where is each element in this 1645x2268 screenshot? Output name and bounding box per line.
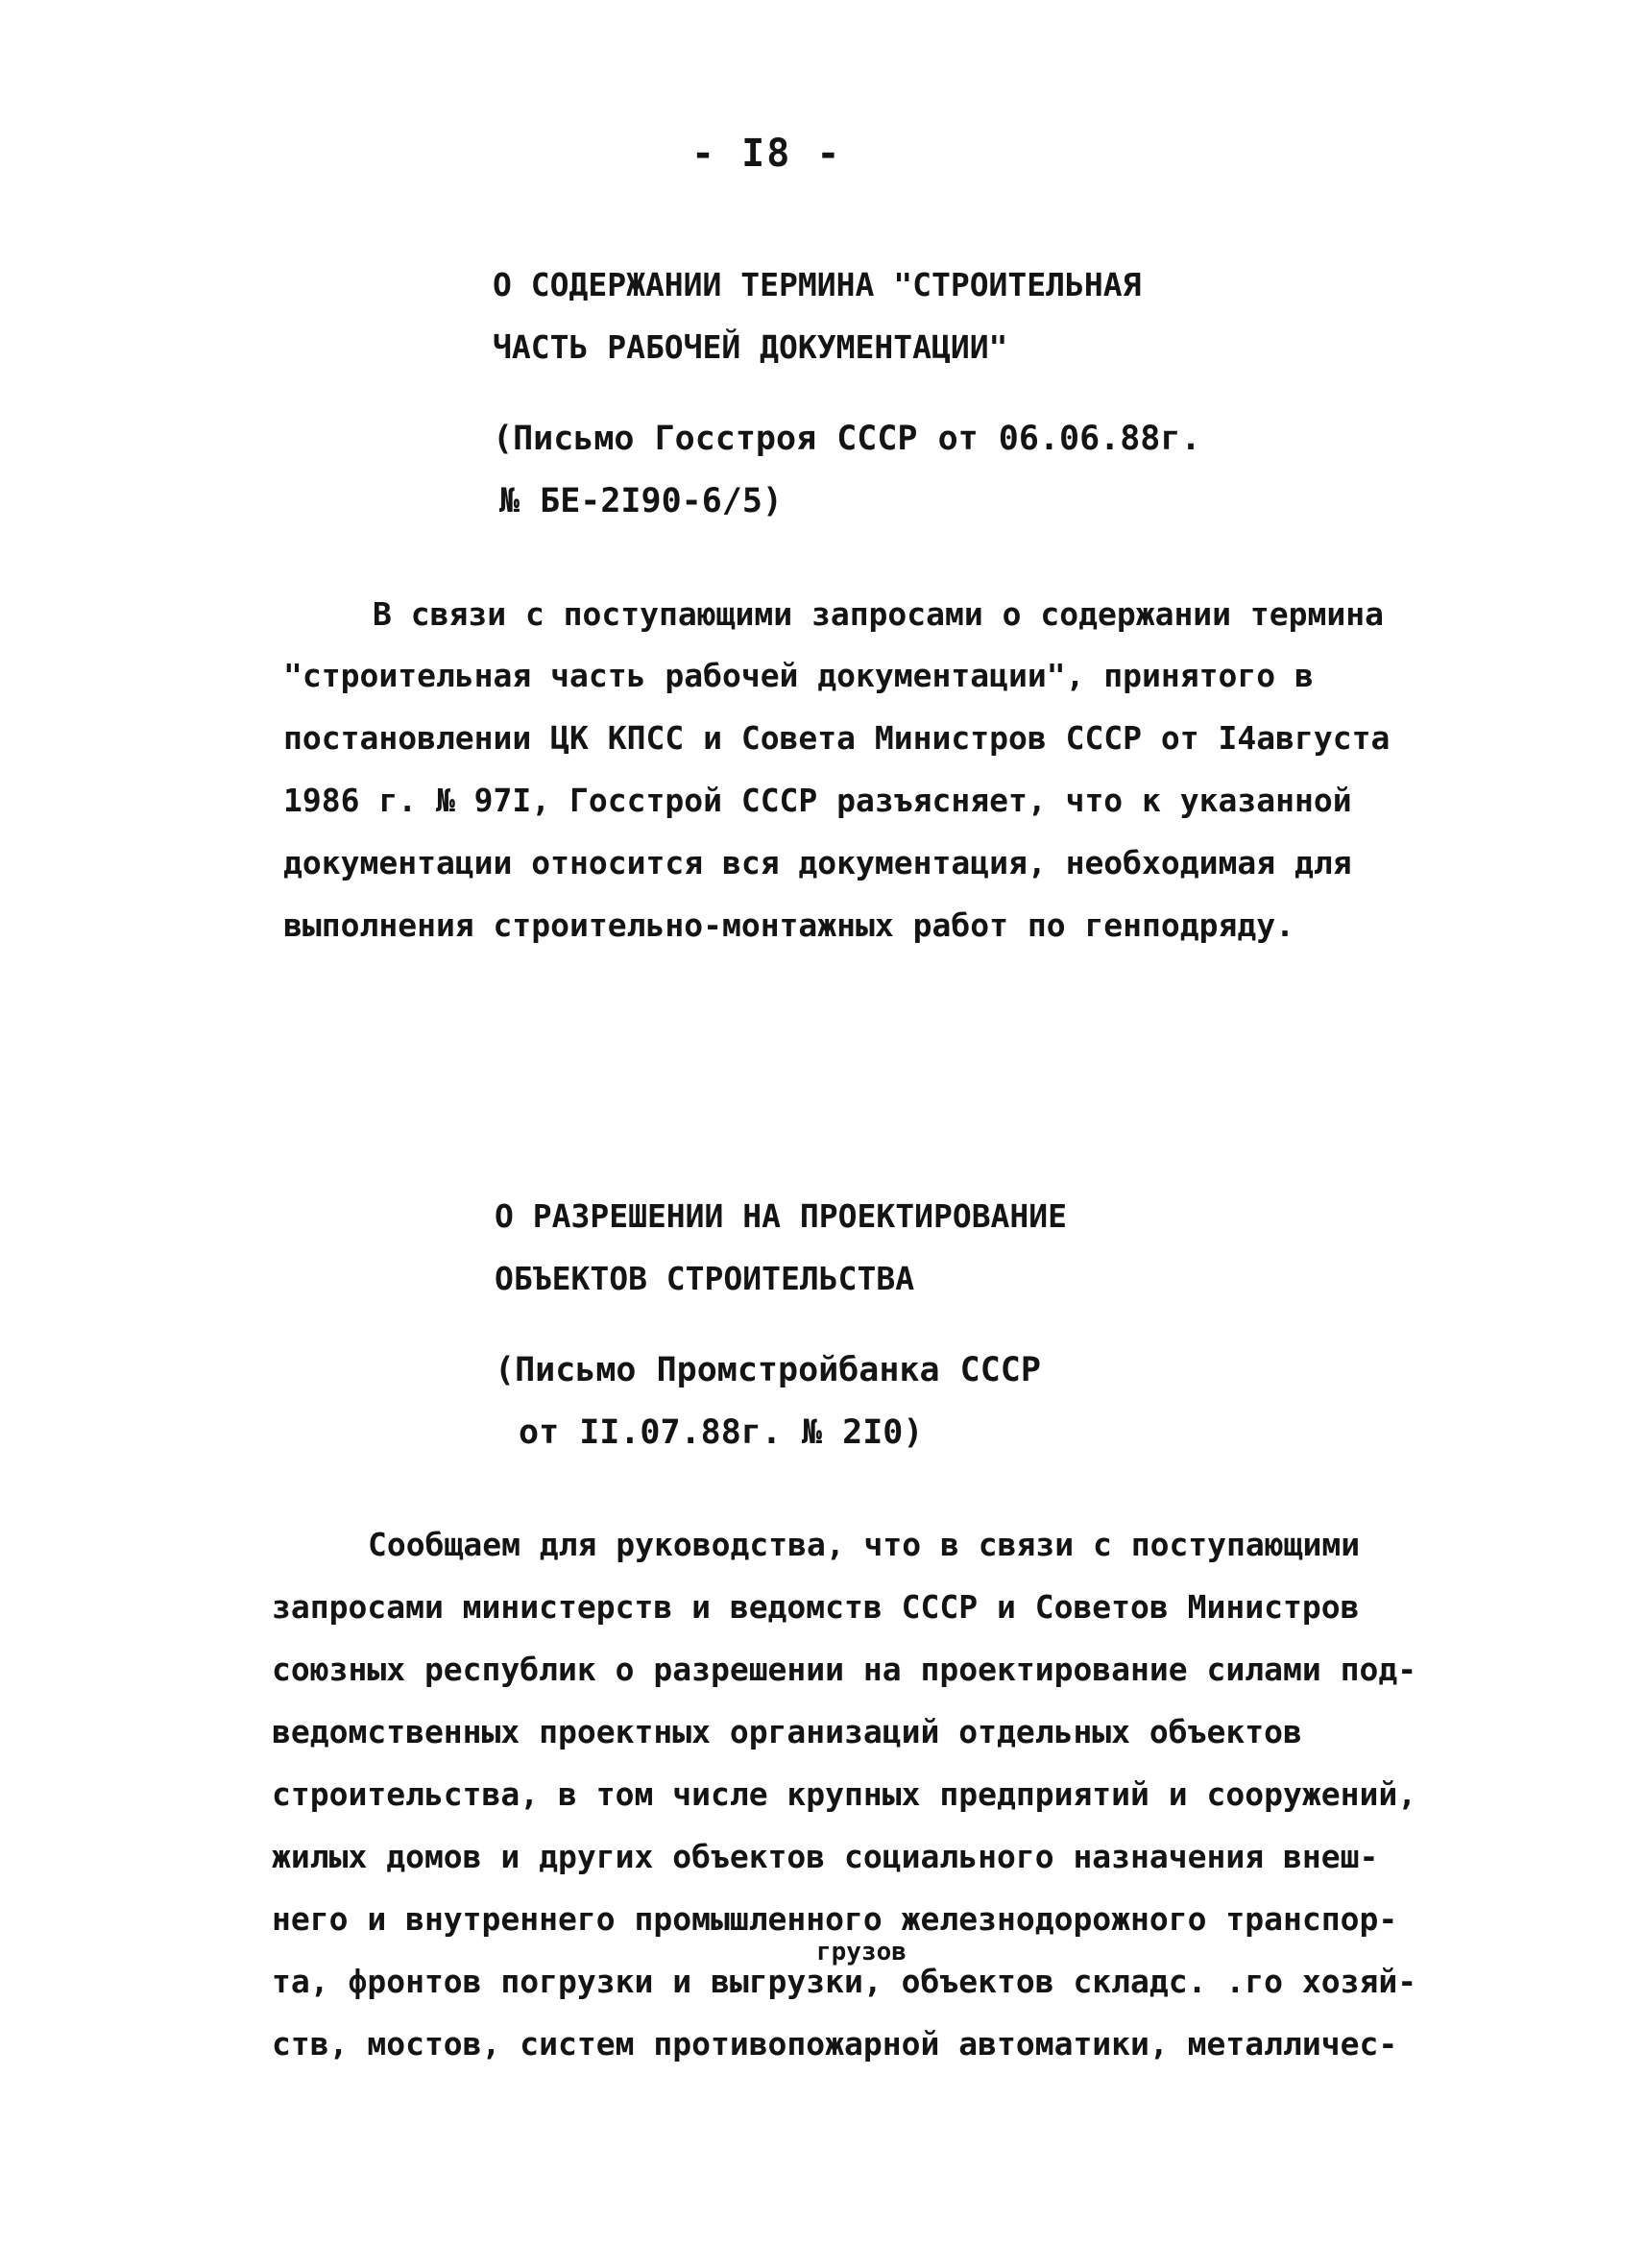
section2-reference-line-2: от II.07.88г. № 2I0) bbox=[519, 1413, 924, 1452]
section1-title-line-2: ЧАСТЬ РАБОЧЕЙ ДОКУМЕНТАЦИИ" bbox=[493, 328, 1008, 366]
section2-body-line-2: запросами министерств и ведомств СССР и Советов Министров bbox=[272, 1588, 1360, 1626]
section2-body-line-5: строительства, в том числе крупных предприятий и сооружений, bbox=[272, 1775, 1417, 1813]
section2-title-line-2: ОБЪЕКТОВ СТРОИТЕЛЬСТВА bbox=[495, 1260, 915, 1297]
section1-body-line-4: 1986 г. № 97I, Госстрой СССР разъясняет, что к указанной bbox=[283, 782, 1352, 819]
section1-body-line-5: документации относится вся документация, необходимая для bbox=[283, 844, 1352, 881]
section2-body-line-8: та, фронтов погрузки и выгрузки, объектов складс. .го хозяй- bbox=[272, 1963, 1417, 2000]
section2-body-line-3: союзных республик о разрешении на проектирование силами под- bbox=[272, 1651, 1417, 1688]
section1-reference-line-2: № БЕ-2I90-6/5) bbox=[499, 482, 784, 520]
page-number: - I8 - bbox=[691, 132, 842, 176]
section1-body-line-2: "строительная часть рабочей документации", принятого в bbox=[283, 657, 1314, 694]
section2-body-line-9: ств, мостов, систем противопожарной автоматики, металличес- bbox=[272, 2025, 1398, 2063]
section2-body-line-7: него и внутреннего промышленного железнодорожного транспор- bbox=[272, 1900, 1398, 1938]
section1-title-line-1: О СОДЕРЖАНИИ ТЕРМИНА "СТРОИТЕЛЬНАЯ bbox=[493, 266, 1142, 303]
section1-reference-line-1: (Письмо Госстроя СССР от 06.06.88г. bbox=[493, 420, 1201, 458]
section2-title-line-1: О РАЗРЕШЕНИИ НА ПРОЕКТИРОВАНИЕ bbox=[495, 1197, 1068, 1235]
section2-body-line-1: Сообщаем для руководства, что в связи с поступающими bbox=[368, 1526, 1361, 1563]
section2-body-line-4: ведомственных проектных организаций отдельных объектов bbox=[272, 1713, 1302, 1750]
section2-body-line-6: жилых домов и других объектов социального назначения внеш- bbox=[272, 1838, 1379, 1875]
section2-reference-line-1: (Письмо Промстройбанка СССР bbox=[495, 1351, 1041, 1389]
section1-body-line-3: постановлении ЦК КПСС и Совета Министров СССР от I4августа bbox=[283, 719, 1391, 757]
section1-body-line-1: В связи с поступающими запросами о содержании термина bbox=[373, 595, 1384, 633]
section1-body-line-6: выполнения строительно-монтажных работ по генподряду. bbox=[283, 906, 1294, 944]
inserted-word-annotation: грузов bbox=[816, 1938, 907, 1966]
